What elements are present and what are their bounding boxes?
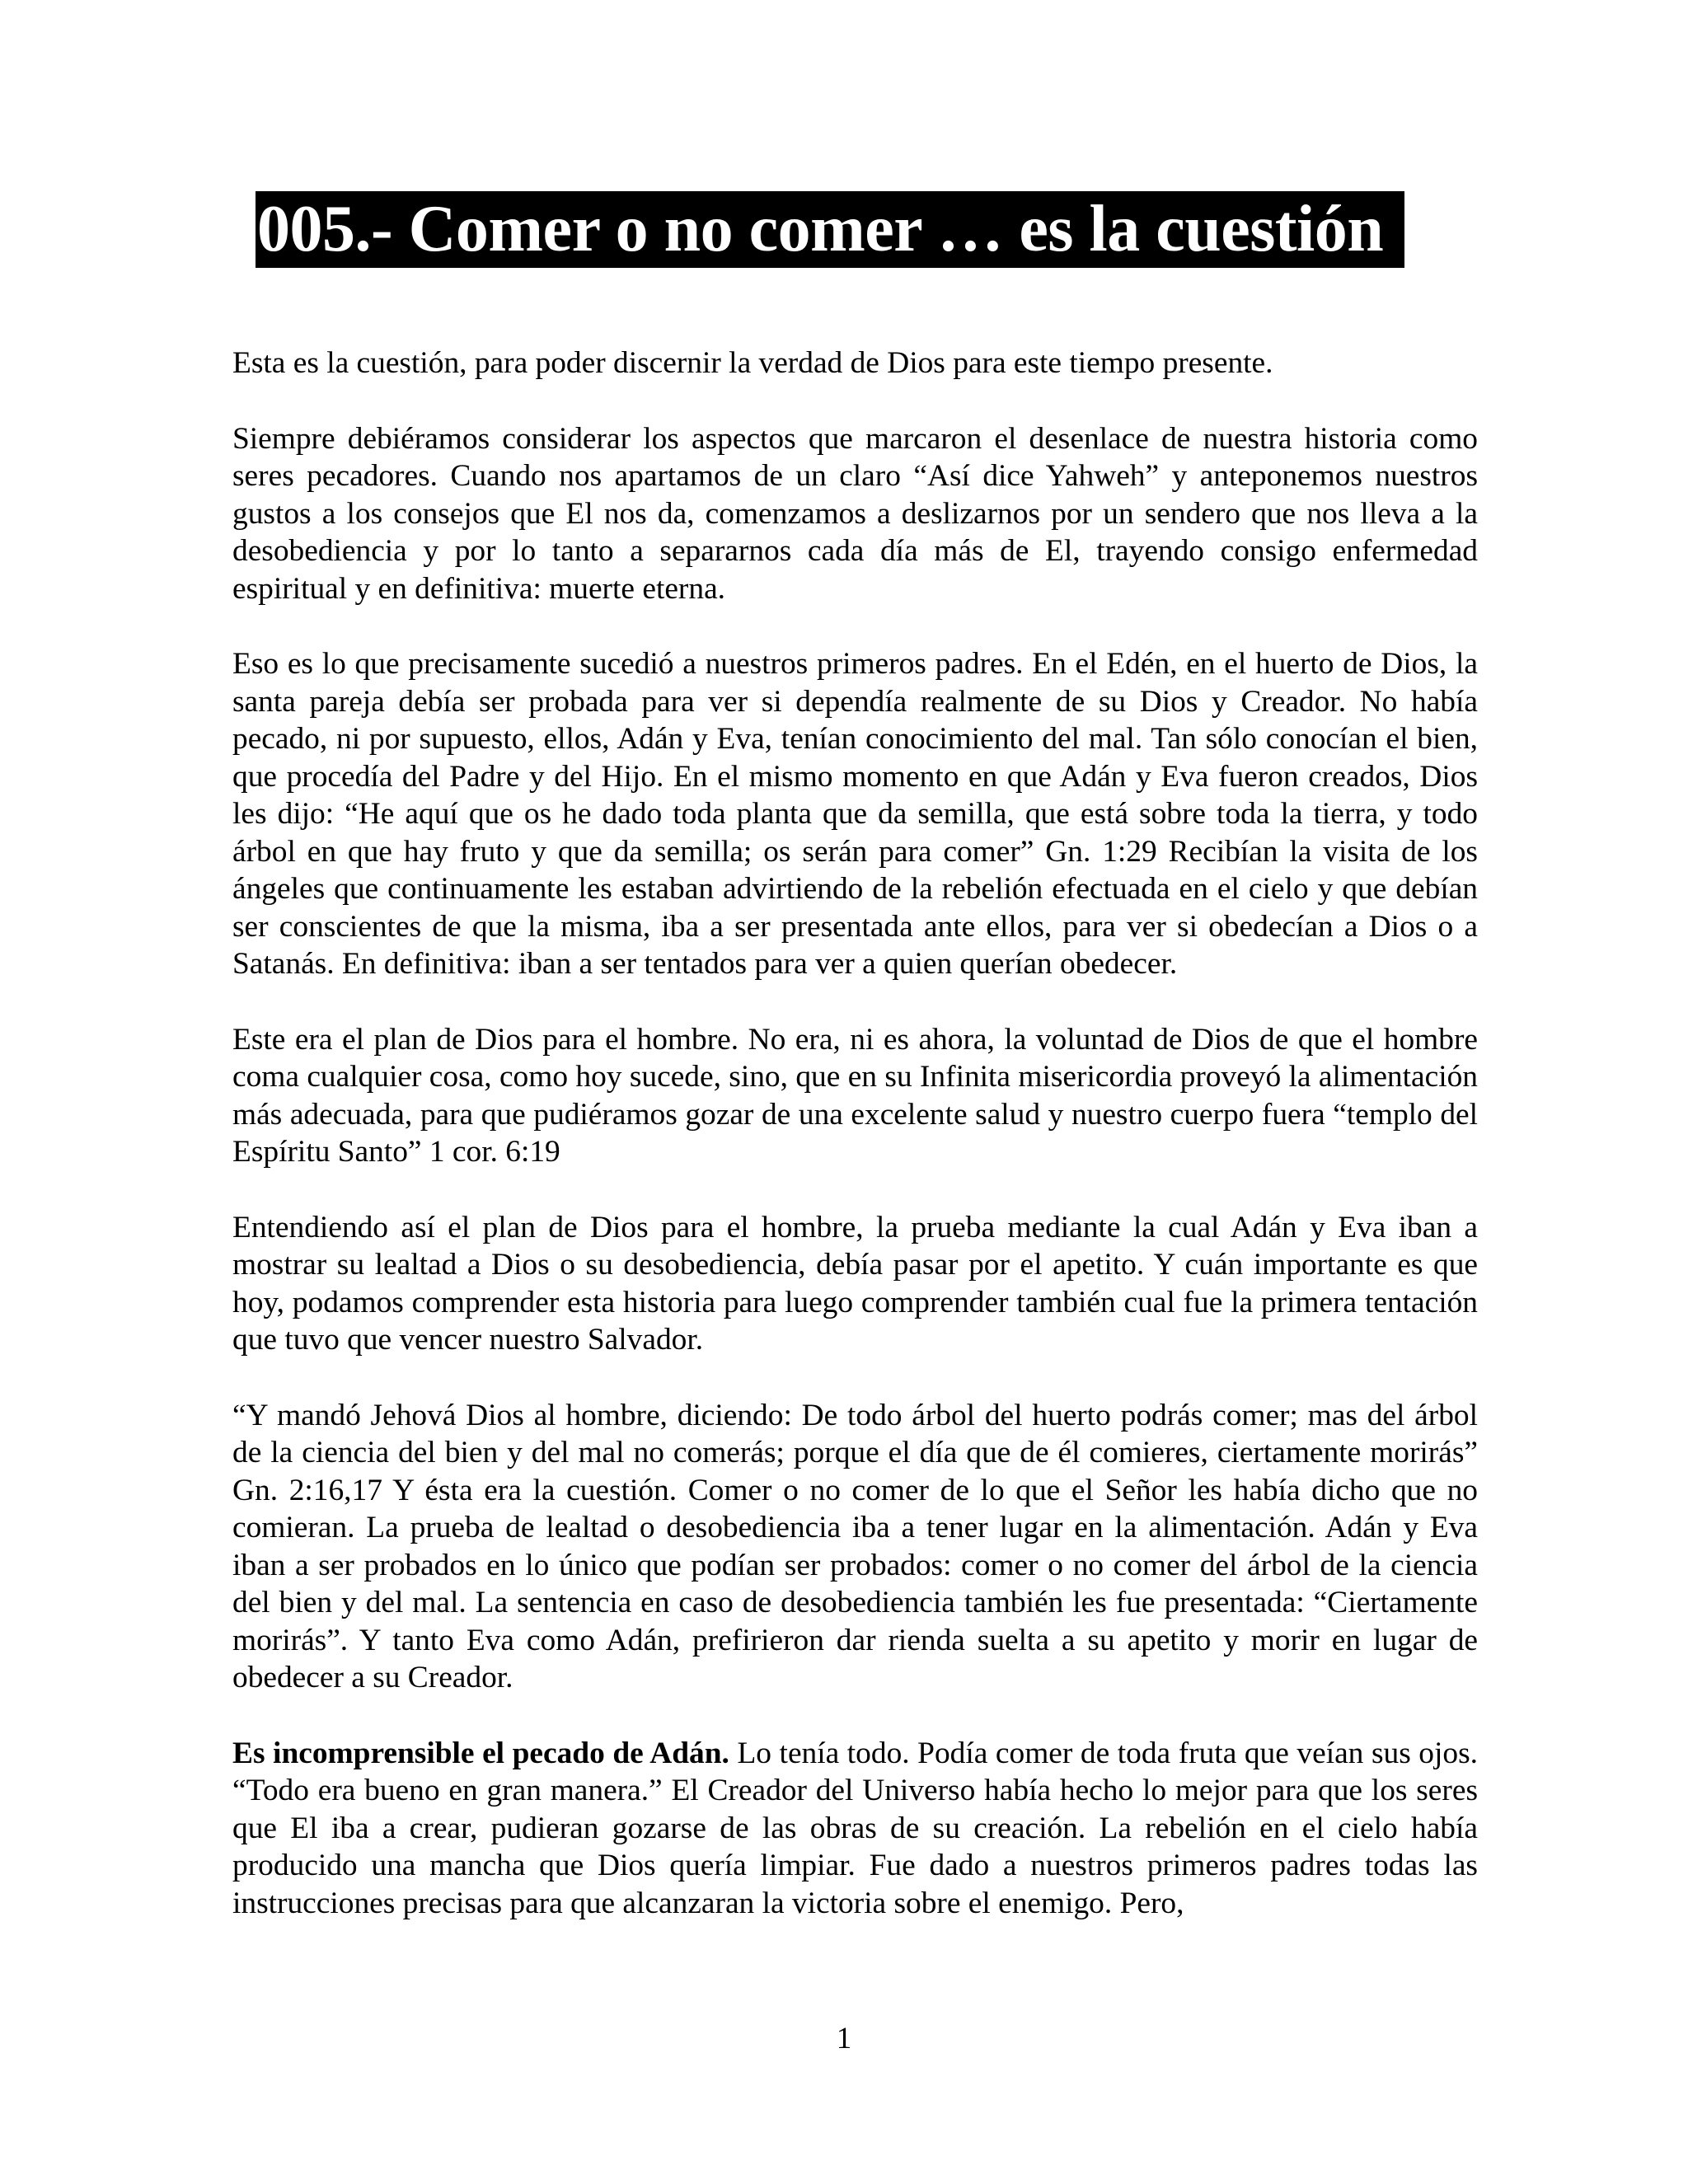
page-title: 005.- Comer o no comer … es la cuestión [257, 193, 1384, 265]
paragraph-1-text: Esta es la cuestión, para poder discernir la verdad de Dios para este tiempo presente. [232, 346, 1273, 380]
paragraph-7-bold: Es incomprensible el pecado de Adán. [232, 1736, 729, 1770]
title-banner [256, 191, 1404, 268]
paragraph-4-text: Este era el plan de Dios para el hombre. No era, ni es ahora, la voluntad de Dios de que el hombre coma cualquier cosa, como hoy sucede, sino, que en su Infinita misericordia proveyó la alimentación más adecuada, para que pudiéramos gozar de una excelente salud y nuestro cuerpo fuera “templo del Espíritu Santo” 1 cor. 6:19 [232, 1022, 1478, 1169]
paragraph-5 [232, 1209, 1478, 1359]
paragraph-7 [232, 1735, 1478, 1923]
paragraph-1 [232, 344, 1478, 382]
paragraph-2-text: Siempre debiéramos considerar los aspectos que marcaron el desenlace de nuestra historia como seres pecadores. Cuando nos apartamos de un claro “Así dice Yahweh” y anteponemos nuestros gustos a los consejos que El nos da, comenzamos a deslizarnos por un sendero que nos lleva a la desobediencia y por lo tanto a separarnos cada día más de El, trayendo consigo enfermedad espiritual y en definitiva: muerte eterna. [232, 421, 1478, 606]
paragraph-3-text: Eso es lo que precisamente sucedió a nuestros primeros padres. En el Edén, en el huerto de Dios, la santa pareja debía ser probada para ver si dependía realmente de su Dios y Creador. No había pecado, ni por supuesto, ellos, Adán y Eva, tenían conocimiento del mal. Tan sólo conocían el bien, que procedía del Padre y del Hijo. En el mismo momento en que Adán y Eva fueron creados, Dios les dijo: “He aquí que os he dado toda planta que da semilla, que está sobre toda la tierra, y todo árbol en que hay fruto y que da semilla; os serán para comer” Gn. 1:29 Recibían la visita de los ángeles que continuamente les estaban advirtiendo de la rebelión efectuada en el cielo y que debían ser conscientes de que la misma, iba a ser presentada ante ellos, para ver si obedecían a Dios o a Satanás. En definitiva: iban a ser tentados para ver a quien querían obedecer. [232, 647, 1478, 981]
page-number: 1 [836, 2022, 852, 2055]
paragraph-2 [232, 420, 1478, 608]
paragraph-6 [232, 1397, 1478, 1697]
paragraph-3 [232, 645, 1478, 983]
paragraph-6-text: “Y mandó Jehová Dios al hombre, diciendo: De todo árbol del huerto podrás comer; mas del árbol de la ciencia del bien y del mal no comerás; porque el día que de él comieres, ciertamente morirás” Gn. 2:16,17 Y ésta era la cuestión. Comer o no comer de lo que el Señor les había dicho que no comieran. La prueba de lealtad o desobediencia iba a tener lugar en la alimentación. Adán y Eva iban a ser probados en lo único que podían ser probados: comer o no comer del árbol de la ciencia del bien y del mal. La sentencia en caso de desobediencia también les fue presentada: “Ciertamente morirás”. Y tanto Eva como Adán, prefirieron dar rienda suelta a su apetito y morir en lugar de obedecer a su Creador. [232, 1398, 1478, 1694]
paragraph-4 [232, 1021, 1478, 1171]
paragraph-7-text: Lo tenía todo. Podía comer de toda fruta que veían sus ojos. “Todo era bueno en gran manera.” El Creador del Universo había hecho lo mejor para que los seres que El iba a crear, pudieran gozarse de las obras de su creación. La rebelión en el cielo había producido una mancha que Dios quería limpiar. Fue dado a nuestros primeros padres todas las instrucciones precisas para que alcanzaran la victoria sobre el enemigo. Pero, [232, 1736, 1478, 1920]
paragraph-5-text: Entendiendo así el plan de Dios para el hombre, la prueba mediante la cual Adán y Eva iban a mostrar su lealtad a Dios o su desobediencia, debía pasar por el apetito. Y cuán importante es que hoy, podamos comprender esta historia para luego comprender también cual fue la primera tentación que tuvo que vencer nuestro Salvador. [232, 1210, 1478, 1357]
document-body [232, 344, 1478, 1960]
